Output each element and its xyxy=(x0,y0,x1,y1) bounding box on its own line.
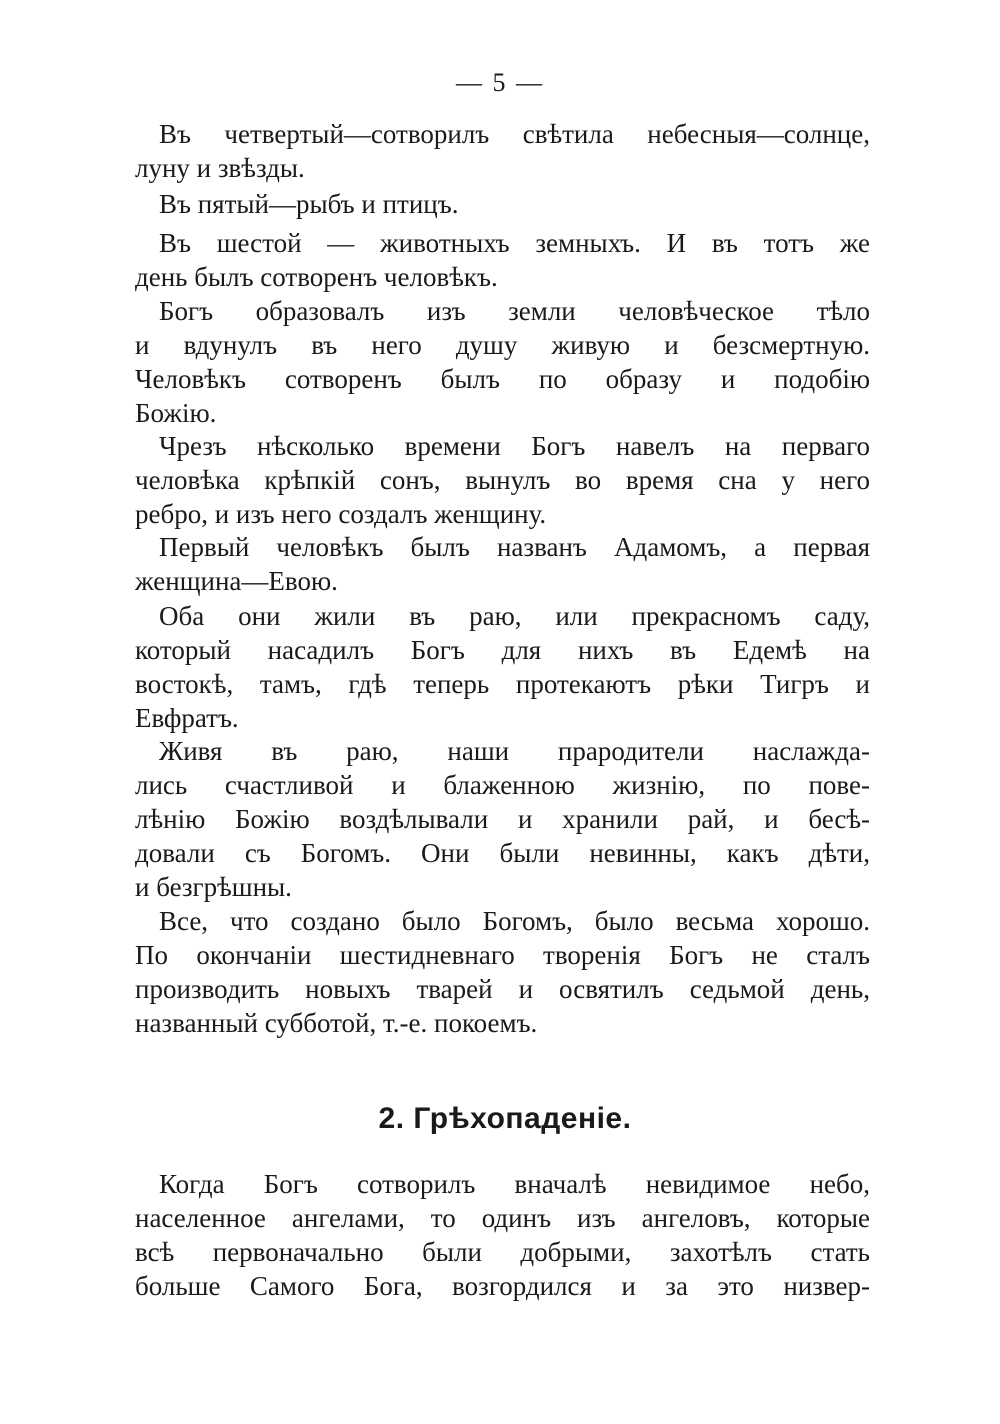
text-line: названный субботой, т.-е. покоемъ. xyxy=(135,1008,538,1038)
text-line: ребро, и изъ него создалъ женщину. xyxy=(135,499,547,529)
text-line: Оба они жили въ раю, или прекрасномъ саду, xyxy=(159,601,870,631)
text-line: Въ шестой — животныхъ земныхъ. И въ тотъ же xyxy=(159,228,870,258)
text-line: Въ четвертый—сотворилъ свѣтила небесныя—солнце, xyxy=(159,119,870,149)
text-line: производить новыхъ тварей и освятилъ седьмой день, xyxy=(135,974,870,1004)
paragraph-2 xyxy=(135,187,870,221)
paragraph-7 xyxy=(135,599,870,735)
text-line: женщина—Евою. xyxy=(135,566,338,596)
text-line: Первый человѣкъ былъ названъ Адамомъ, а первая xyxy=(159,532,870,562)
text-line: и вдунулъ въ него душу живую и безсмертную. xyxy=(135,330,870,360)
page-number: — 5 — xyxy=(456,68,544,97)
text-line: лись счастливой и блаженною жизнію, по пове- xyxy=(135,770,870,800)
text-line: довали съ Богомъ. Они были невинны, какъ дѣти, xyxy=(135,838,870,868)
section-heading: 2. Грѣхопаденіе. xyxy=(378,1102,632,1135)
text-line: и безгрѣшны. xyxy=(135,872,292,902)
text-line: Живя въ раю, наши прародители наслажда- xyxy=(159,736,870,766)
text-line: Божію. xyxy=(135,398,217,428)
text-line: лѣнію Божію воздѣлывали и хранили рай, и бесѣ- xyxy=(135,804,870,834)
paragraph-8 xyxy=(135,734,870,904)
text-line: Въ пятый—рыбъ и птицъ. xyxy=(159,189,459,219)
text-line: Человѣкъ сотворенъ былъ по образу и подобію xyxy=(135,364,870,394)
text-line: Евфратъ. xyxy=(135,703,239,733)
text-line: Все, что создано было Богомъ, было весьма хорошо. xyxy=(159,906,870,936)
text-line: человѣка крѣпкій сонъ, вынулъ во время сна у него xyxy=(135,465,870,495)
paragraph-6 xyxy=(135,530,870,598)
paragraph-1 xyxy=(135,117,870,185)
text-line: Чрезъ нѣсколько времени Богъ навелъ на перваго xyxy=(159,431,870,461)
text-line: день былъ сотворенъ человѣкъ. xyxy=(135,262,498,292)
section-paragraph xyxy=(135,1167,870,1303)
text-line: который насадилъ Богъ для нихъ въ Едемѣ на xyxy=(135,635,870,665)
text-line: населенное ангелами, то одинъ изъ ангеловъ, которые xyxy=(135,1203,870,1233)
paragraph-3 xyxy=(135,226,870,294)
text-line: Когда Богъ сотворилъ вначалѣ невидимое небо, xyxy=(159,1169,870,1199)
text-line: больше Самого Бога, возгордился и за это низвер- xyxy=(135,1271,870,1301)
text-line: всѣ первоначально были добрыми, захотѣлъ стать xyxy=(135,1237,870,1267)
text-line: Богъ образовалъ изъ земли человѣческое тѣло xyxy=(159,296,870,326)
paragraph-9 xyxy=(135,904,870,1040)
text-line: луну и звѣзды. xyxy=(135,153,305,183)
paragraph-5 xyxy=(135,429,870,531)
text-line: По окончаніи шестидневнаго творенія Богъ не сталъ xyxy=(135,940,870,970)
paragraph-4 xyxy=(135,294,870,430)
text-line: востокѣ, тамъ, гдѣ теперь протекаютъ рѣки Тигръ и xyxy=(135,669,870,699)
